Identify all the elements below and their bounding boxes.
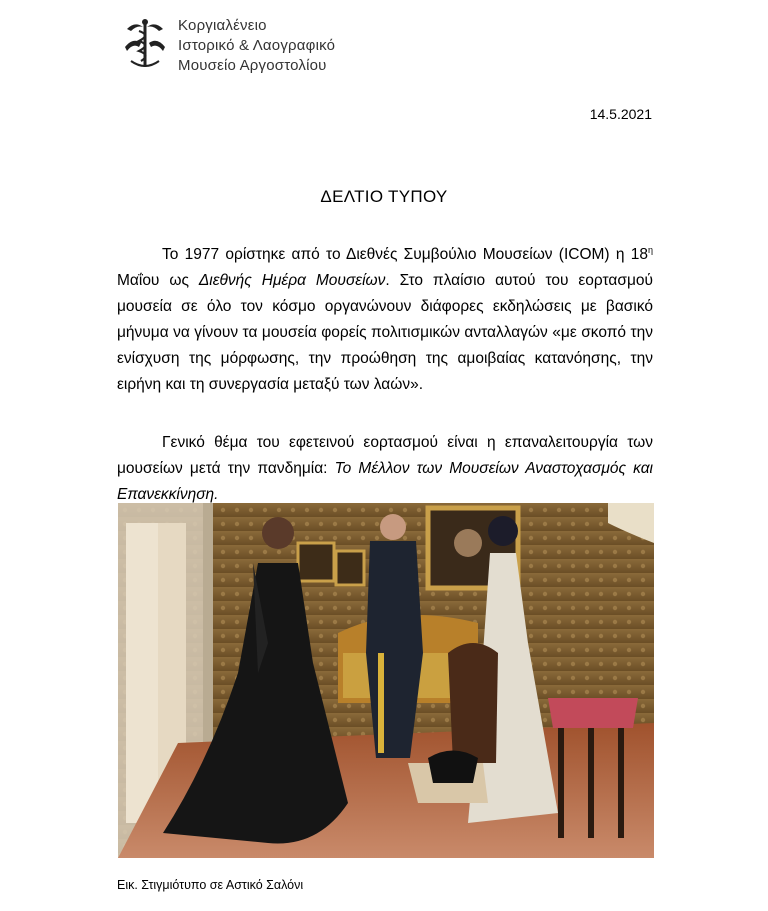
paragraph-1-text-c: . Στο πλαίσιο αυτού του εορτασμού μουσεία σε όλο τον κόσμο οργανώνουν διάφορες εκδηλώσεις με βασικό μήνυμα να γίνουν τα μουσεία φορείς πολιτισμικών ανταλλαγών «με σκοπό την ενίσχυση της μόρφωσης, την προώθηση της αμοιβαίας κατανόησης, την ειρήνη και τη συνεργασία μεταξύ των λαών». (117, 271, 653, 393)
salon-exhibit-photo (118, 503, 654, 858)
museum-day-emphasis: Διεθνής Ημέρα Μουσείων (198, 271, 386, 289)
photo-caption: Εικ. Στιγμιότυπο σε Αστικό Σαλόνι (117, 878, 304, 892)
paragraph-icom (117, 242, 653, 398)
document-title: ΔΕΛΤΙΟ ΤΥΠΟΥ (320, 187, 448, 206)
theme-emphasis: Το Μέλλον των Μουσείων Αναστοχασμός και Επανεκκίνηση. (117, 459, 653, 503)
paragraph-1-text-a: Το 1977 ορίστηκε από το Διεθνές Συμβούλιο Μουσείων (ICOM) η 18 (162, 245, 648, 263)
museum-name-line-1: Κοργιαλένειο (178, 17, 267, 34)
museum-name-line-3: Μουσείο Αργοστολίου (178, 57, 327, 74)
ordinal-superscript: η (647, 244, 653, 255)
paragraph-theme (117, 430, 653, 508)
museum-emblem-icon (121, 17, 169, 71)
museum-name-line-2: Ιστορικό & Λαογραφικό (178, 37, 336, 54)
museum-name (178, 16, 335, 76)
release-date: 14.5.2021 (589, 106, 652, 122)
paragraph-1-text-b: Μαΐου ως (117, 271, 199, 289)
paragraph-2-text-a: Γενικό θέμα του εφετεινού εορτασμού είναι η επαναλειτουργία των μουσείων μετά την πανδημία: (117, 433, 653, 477)
